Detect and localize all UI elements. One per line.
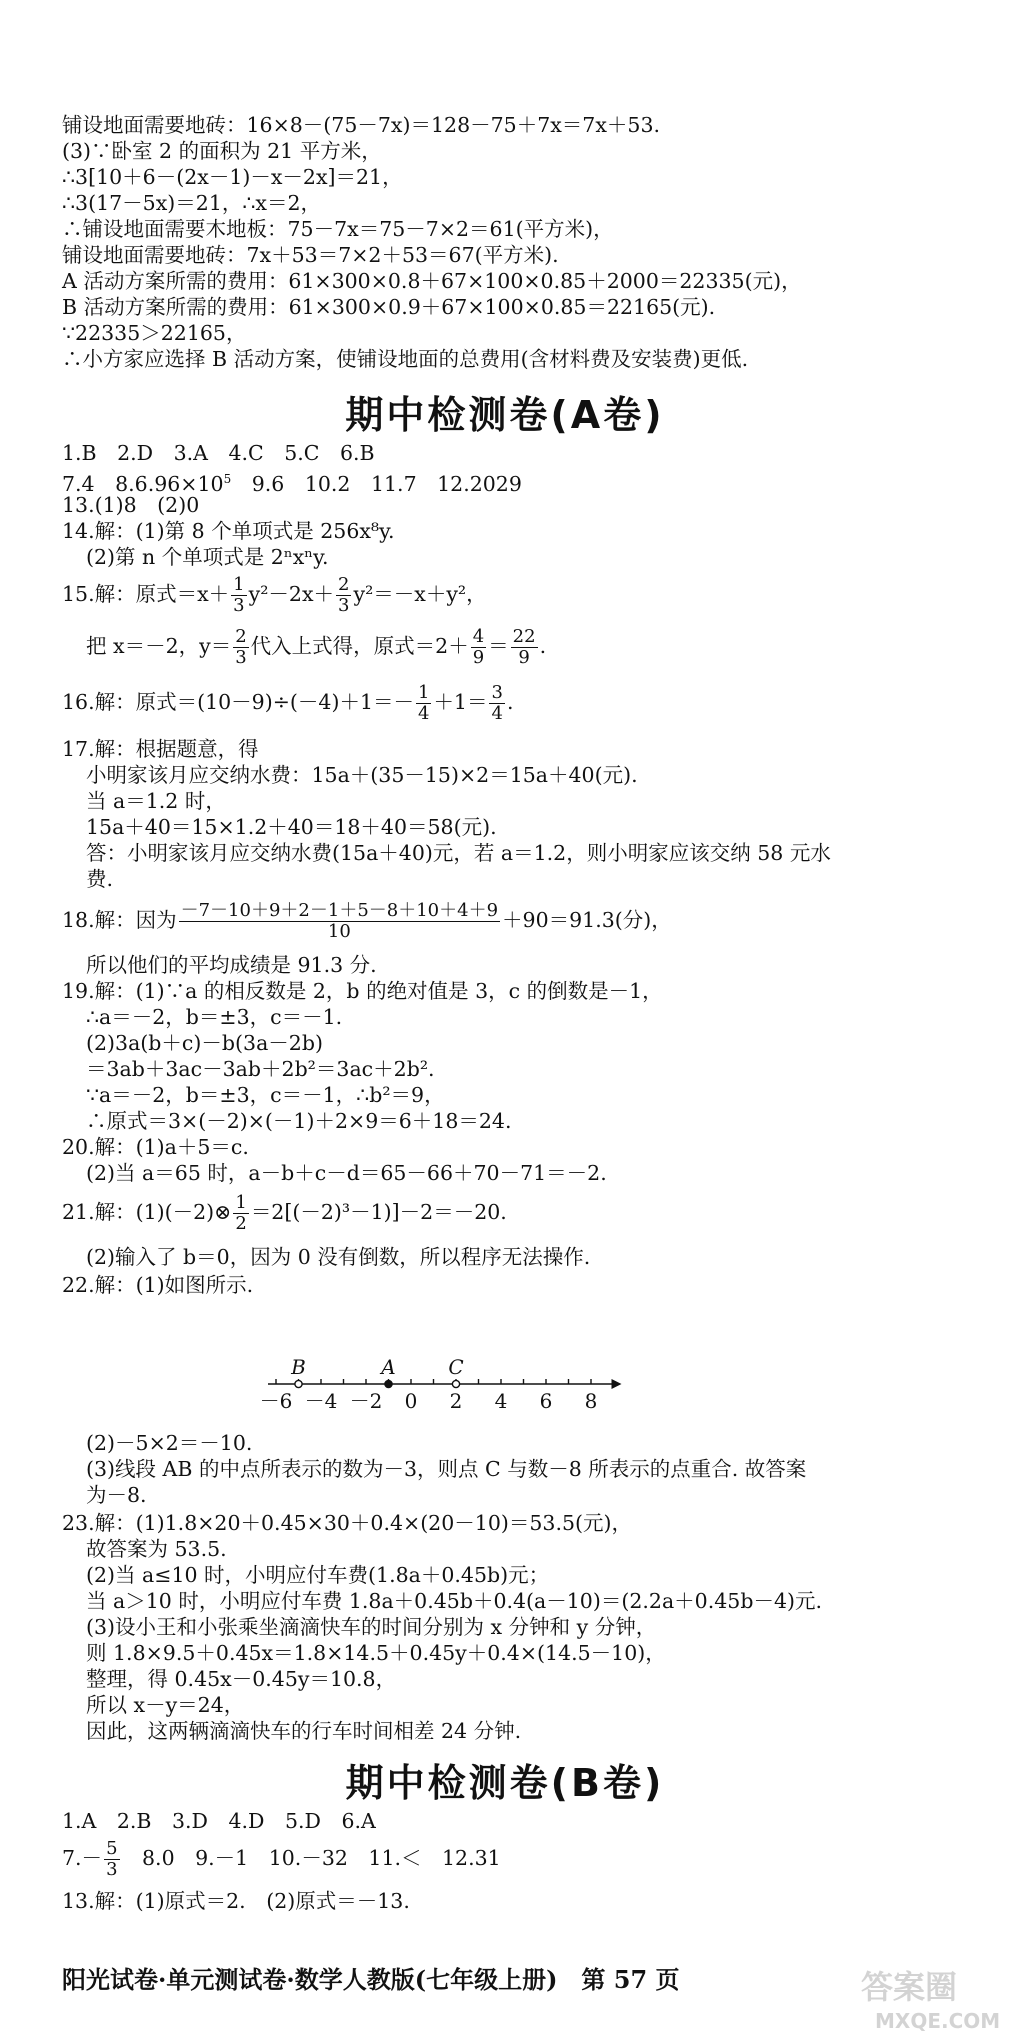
answer-line: 20.解：(1)a＋5＝c. bbox=[62, 1135, 249, 1159]
numerator: 1 bbox=[233, 574, 245, 595]
numerator: 4 bbox=[472, 626, 485, 647]
tick-label: －6 bbox=[259, 1389, 293, 1413]
answer-line-b7 bbox=[62, 1834, 501, 1882]
answer-text: ＝2[(－2)³－1)]－2＝－20. bbox=[250, 1200, 507, 1224]
answer-line: (2)当 a＝65 时，a－b＋c－d＝65－66＋70－71＝－2. bbox=[86, 1161, 607, 1185]
answer-line: 答：小明家该月应交纳水费(15a＋40)元，若 a＝1.2，则小明家应该交纳 58 元水 bbox=[86, 841, 831, 865]
answer-text: 21.解：(1)(－2)⊗ bbox=[62, 1200, 232, 1224]
answer-text: 代入上式得，原式＝2＋ bbox=[250, 634, 469, 658]
numerator: －7－10＋9＋2－1＋5－8＋10＋4＋9 bbox=[180, 900, 499, 921]
fraction bbox=[489, 683, 504, 724]
fraction bbox=[231, 575, 246, 616]
fraction bbox=[179, 901, 500, 942]
number-line-figure bbox=[258, 1346, 638, 1416]
answer-text: ＋90＝91.3(分)， bbox=[502, 908, 672, 932]
answer-line: 整理，得 0.45x－0.45y＝10.8， bbox=[86, 1667, 397, 1691]
answer-line: 费. bbox=[86, 867, 114, 891]
watermark-logo bbox=[855, 1960, 1005, 2036]
text-line: 铺设地面需要地砖：7x＋53＝7×2＋53＝67(平方米). bbox=[62, 243, 559, 267]
tick-label: 2 bbox=[449, 1389, 463, 1413]
answer-line: (2)第 n 个单项式是 2ⁿxⁿy. bbox=[86, 545, 329, 569]
point-label-b: B bbox=[291, 1355, 306, 1379]
answer-text: 9.6 10.2 11.7 12.2029 bbox=[231, 471, 522, 496]
answer-line: 13.解：(1)原式＝2. (2)原式＝－13. bbox=[62, 1889, 410, 1913]
point-c bbox=[452, 1380, 459, 1387]
answer-line: 为－8. bbox=[86, 1483, 147, 1507]
denominator: 2 bbox=[235, 1213, 247, 1234]
page-footer: 阳光试卷·单元测试卷·数学人教版(七年级上册) 第 57 页 bbox=[62, 1965, 680, 1994]
denominator: 10 bbox=[179, 921, 500, 942]
denominator: 3 bbox=[233, 595, 245, 616]
point-b bbox=[295, 1380, 302, 1387]
text-line: ∴小方家应选择 B 活动方案，使铺设地面的总费用(含材料费及安装费)更低. bbox=[62, 347, 749, 371]
denominator: 9 bbox=[472, 647, 485, 668]
answer-text: ＝ bbox=[488, 634, 509, 658]
point-a bbox=[385, 1380, 392, 1387]
fraction bbox=[511, 627, 538, 668]
numerator: 3 bbox=[491, 682, 503, 703]
axis-arrow bbox=[612, 1379, 622, 1389]
answer-line: 当 a＞10 时，小明应付车费 1.8a＋0.45b＋0.4(a－10)＝(2.2a＋0.45b－4)元. bbox=[86, 1589, 822, 1613]
answer-line: 22.解：(1)如图所示. bbox=[62, 1273, 254, 1297]
answer-text: 把 x＝－2，y＝ bbox=[86, 634, 232, 658]
text-line: ∴铺设地面需要木地板：75－7x＝75－7×2＝61(平方米)， bbox=[62, 217, 614, 241]
answer-text: 8.0 9.－1 10.－32 11.＜ 12.31 bbox=[121, 1846, 501, 1870]
answer-text: 15.解：原式＝x＋ bbox=[62, 582, 230, 606]
answer-line: 因此，这两辆滴滴快车的行车时间相差 24 分钟. bbox=[86, 1719, 522, 1743]
denominator: 9 bbox=[511, 647, 538, 668]
answer-line-15b bbox=[86, 622, 546, 670]
answer-text: 18.解：因为 bbox=[62, 908, 177, 932]
answer-line: (3)线段 AB 的中点所表示的数为－3，则点 C 与数－8 所表示的点重合. 故答案 bbox=[86, 1457, 807, 1481]
fraction bbox=[416, 683, 431, 724]
answer-line: 故答案为 53.5. bbox=[86, 1537, 227, 1561]
fraction bbox=[233, 627, 248, 668]
fraction bbox=[233, 1193, 248, 1234]
answer-line: 14.解：(1)第 8 个单项式是 256x⁸y. bbox=[62, 519, 395, 543]
section-title-midterm-a: 期中检测卷(A卷) bbox=[345, 393, 665, 437]
answer-line-18 bbox=[62, 896, 672, 944]
text-line: ∴3(17－5x)＝21，∴x＝2， bbox=[62, 191, 322, 215]
numerator: 1 bbox=[417, 682, 430, 703]
text-line: ∴3[10＋6－(2x－1)－x－2x]＝21， bbox=[62, 165, 403, 189]
text-line: ∵22335＞22165， bbox=[62, 321, 247, 345]
answer-line-15 bbox=[62, 570, 487, 618]
numerator: 2 bbox=[235, 626, 247, 647]
text-line: B 活动方案所需的费用：61×300×0.9＋67×100×0.85＝22165(元). bbox=[62, 295, 716, 319]
answer-line: 23.解：(1)1.8×20＋0.45×30＋0.4×(20－10)＝53.5(元)， bbox=[62, 1511, 632, 1535]
answer-text: ＋1＝ bbox=[433, 690, 488, 714]
answer-text: 7.4 8.6.96×10 bbox=[62, 471, 224, 496]
answer-line: 1.B 2.D 3.A 4.C 5.C 6.B bbox=[62, 441, 375, 465]
denominator: 3 bbox=[235, 647, 247, 668]
exponent: 5 bbox=[223, 472, 232, 486]
answer-text: y²＝－x＋y²， bbox=[353, 582, 487, 606]
answer-text: . bbox=[506, 690, 514, 714]
watermark-url: MXQE.COM bbox=[875, 2009, 1001, 2033]
answer-line-21 bbox=[62, 1188, 507, 1236]
text-line: A 活动方案所需的费用：61×300×0.8＋67×100×0.85＋2000＝22335(元)， bbox=[62, 269, 802, 293]
fraction bbox=[104, 1839, 119, 1880]
answer-text: . bbox=[539, 634, 547, 658]
answer-line: 则 1.8×9.5＋0.45x＝1.8×14.5＋0.45y＋0.4×(14.5－10)， bbox=[86, 1641, 666, 1665]
answer-text: y²－2x＋ bbox=[248, 582, 335, 606]
tick-label: －4 bbox=[304, 1389, 338, 1413]
denominator: 3 bbox=[338, 595, 350, 616]
answer-line: 小明家该月应交纳水费：15a＋(35－15)×2＝15a＋40(元). bbox=[86, 763, 638, 787]
numerator: 5 bbox=[106, 1838, 118, 1859]
answer-line: (2)当 a≤10 时，小明应付车费(1.8a＋0.45b)元； bbox=[86, 1563, 550, 1587]
text-line: 铺设地面需要地砖：16×8－(75－7x)＝128－75＋7x＝7x＋53. bbox=[62, 113, 661, 137]
denominator: 4 bbox=[491, 703, 503, 724]
numerator: 1 bbox=[235, 1192, 247, 1213]
tick-label: 4 bbox=[494, 1389, 508, 1413]
point-label-c: C bbox=[448, 1355, 464, 1379]
numerator: 2 bbox=[338, 574, 350, 595]
answer-line: 19.解：(1)∵a 的相反数是 2，b 的绝对值是 3，c 的倒数是－1， bbox=[62, 979, 663, 1003]
answer-line: ∴原式＝3×(－2)×(－1)＋2×9＝6＋18＝24. bbox=[86, 1109, 512, 1133]
answer-line: 17.解：根据题意，得 bbox=[62, 737, 259, 761]
denominator: 3 bbox=[106, 1859, 118, 1880]
tick-label: 0 bbox=[404, 1389, 418, 1413]
answer-line: 15a＋40＝15×1.2＋40＝18＋40＝58(元). bbox=[86, 815, 497, 839]
text-line: (3)∵卧室 2 的面积为 21 平方米， bbox=[62, 139, 382, 163]
answer-line: 13.(1)8 (2)0 bbox=[62, 493, 200, 517]
answer-line: 1.A 2.B 3.D 4.D 5.D 6.A bbox=[62, 1809, 376, 1833]
numerator: 22 bbox=[512, 626, 536, 647]
answer-line: 所以他们的平均成绩是 91.3 分. bbox=[86, 953, 377, 977]
point-label-a: A bbox=[381, 1355, 396, 1379]
denominator: 4 bbox=[417, 703, 430, 724]
tick-label: －2 bbox=[349, 1389, 383, 1413]
answer-line: 所以 x－y＝24， bbox=[86, 1693, 245, 1717]
answer-line: (2)3a(b＋c)－b(3a－2b) bbox=[86, 1031, 323, 1055]
fraction bbox=[471, 627, 486, 668]
answer-text: 16.解：原式＝(10－9)÷(－4)＋1＝－ bbox=[62, 690, 414, 714]
answer-line-16 bbox=[62, 678, 513, 726]
answer-line: (2)－5×2＝－10. bbox=[86, 1431, 253, 1455]
fraction bbox=[336, 575, 351, 616]
tick-label: 8 bbox=[584, 1389, 598, 1413]
answer-line: ∵a＝－2，b＝±3，c＝－1，∴b²＝9， bbox=[86, 1083, 445, 1107]
answer-line: ＝3ab＋3ac－3ab＋2b²＝3ac＋2b². bbox=[86, 1057, 435, 1081]
answer-line: (3)设小王和小张乘坐滴滴快车的时间分别为 x 分钟和 y 分钟， bbox=[86, 1615, 657, 1639]
answer-line: (2)输入了 b＝0，因为 0 没有倒数，所以程序无法操作. bbox=[86, 1245, 591, 1269]
answer-line: ∴a＝－2，b＝±3，c＝－1. bbox=[86, 1005, 343, 1029]
tick-label: 6 bbox=[539, 1389, 553, 1413]
section-title-midterm-b: 期中检测卷(B卷) bbox=[345, 1761, 665, 1805]
answer-line: 当 a＝1.2 时， bbox=[86, 789, 226, 813]
watermark-text: 答案圈 bbox=[861, 1968, 958, 2006]
answer-text: 7.－ bbox=[62, 1846, 103, 1870]
